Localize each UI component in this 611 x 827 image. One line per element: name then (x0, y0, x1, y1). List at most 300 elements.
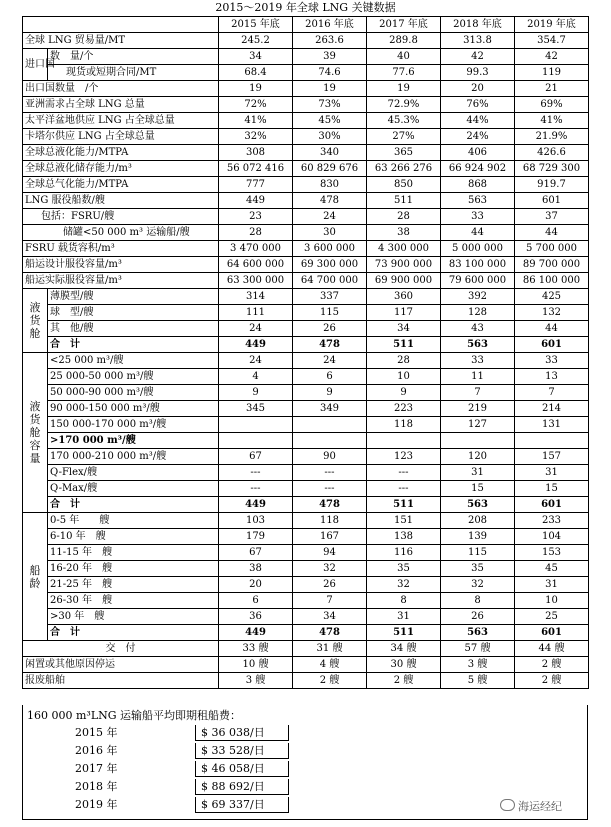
table-row (23, 385, 589, 401)
value-cell: 31 (367, 609, 441, 625)
value-cell: 119 (515, 65, 589, 81)
value-cell: 9 (367, 385, 441, 401)
value-cell: 68 729 300 (515, 161, 589, 177)
value-cell: 777 (219, 177, 293, 193)
value-cell: 45% (293, 113, 367, 129)
value-cell: 73 900 000 (367, 257, 441, 273)
value-cell: 289.8 (367, 33, 441, 49)
value-cell: 42 (515, 49, 589, 65)
value-cell: 34 (367, 321, 441, 337)
row-label: LNG 服役船数/艘 (23, 193, 219, 209)
value-cell: 64 600 000 (219, 257, 293, 273)
value-cell: 44% (441, 113, 515, 129)
value-cell: 13 (515, 369, 589, 385)
table-row (23, 193, 589, 209)
value-cell: 245.2 (219, 33, 293, 49)
value-cell: 19 (367, 81, 441, 97)
table-row (23, 177, 589, 193)
value-cell: 37 (515, 209, 589, 225)
value-cell: 56 072 416 (219, 161, 293, 177)
value-cell: 392 (441, 289, 515, 305)
row-label: 26-30 年 艘 (48, 593, 219, 609)
value-cell: 3 600 000 (293, 241, 367, 257)
table-row (23, 529, 589, 545)
value-cell: 41% (219, 113, 293, 129)
value-cell: 601 (515, 193, 589, 209)
value-cell: 314 (219, 289, 293, 305)
table-row (23, 545, 589, 561)
column-header: 2018 年底 (441, 17, 515, 33)
value-cell: 601 (515, 337, 589, 353)
value-cell (219, 417, 293, 433)
table-body (23, 17, 589, 689)
value-cell: 63 300 000 (219, 273, 293, 289)
value-cell: 11 (441, 369, 515, 385)
row-label: Q-Flex/艘 (48, 465, 219, 481)
value-cell: 45.3% (367, 113, 441, 129)
value-cell: 73% (293, 97, 367, 113)
value-cell: 10 艘 (219, 657, 293, 673)
table-row (23, 65, 589, 81)
row-label: 11-15 年 艘 (48, 545, 219, 561)
table-row (23, 609, 589, 625)
value-cell: 19 (293, 81, 367, 97)
value-cell: 153 (515, 545, 589, 561)
value-cell: 72% (219, 97, 293, 113)
charter-rate-title: 160 000 m³LNG 运输船平均即期租船费： (27, 709, 242, 722)
value-cell: 2 艘 (293, 673, 367, 689)
row-label: 船运实际服役容量/m³ (23, 273, 219, 289)
row-label: 交 付 (23, 641, 219, 657)
column-header: 2017 年底 (367, 17, 441, 33)
row-label: 全球总气化能力/MTPA (23, 177, 219, 193)
row-label: 储罐<50 000 m³ 运输船/艘 (23, 225, 219, 241)
value-cell: 449 (219, 497, 293, 513)
value-cell: 337 (293, 289, 367, 305)
value-cell: 26 (293, 577, 367, 593)
column-header: 2015 年底 (219, 17, 293, 33)
charter-rate-row (23, 761, 587, 777)
value-cell: 32 (293, 561, 367, 577)
row-label: 现货或短期合同/MT (48, 65, 219, 81)
value-cell: 449 (219, 337, 293, 353)
group-label: 液 货 舱 (23, 289, 48, 353)
table-row (23, 209, 589, 225)
value-cell: 511 (367, 497, 441, 513)
row-label: 船运设计服役容量/m³ (23, 257, 219, 273)
table-row (23, 129, 589, 145)
value-cell: 111 (219, 305, 293, 321)
value-cell: 117 (367, 305, 441, 321)
value-cell: 28 (367, 209, 441, 225)
value-cell: 478 (293, 625, 367, 641)
value-cell: 74.6 (293, 65, 367, 81)
column-header: 2019 年底 (515, 17, 589, 33)
value-cell: 179 (219, 529, 293, 545)
value-cell: 349 (293, 401, 367, 417)
value-cell: 31 (441, 465, 515, 481)
value-cell: 28 (367, 353, 441, 369)
value-cell: 6 (219, 593, 293, 609)
row-label: 卡塔尔供应 LNG 占全球总量 (23, 129, 219, 145)
charter-rate-row (23, 743, 587, 759)
value-cell (515, 433, 589, 449)
value-cell: 563 (441, 193, 515, 209)
group-label: 船 龄 (23, 513, 48, 641)
page-title: 2015～2019 年全球 LNG 关键数据 (215, 1, 396, 14)
row-label: >170 000 m³/艘 (48, 433, 219, 449)
table-row (23, 433, 589, 449)
table-row (23, 449, 589, 465)
table-row (23, 305, 589, 321)
table-row (23, 225, 589, 241)
value-cell: 127 (441, 417, 515, 433)
charter-year: 2018 年 (75, 780, 118, 793)
value-cell: 26 (293, 321, 367, 337)
value-cell: 60 829 676 (293, 161, 367, 177)
table-row (23, 241, 589, 257)
value-cell: 103 (219, 513, 293, 529)
header-row (23, 17, 589, 33)
row-label: 全球总液化储存能力/m³ (23, 161, 219, 177)
table-row (23, 673, 589, 689)
value-cell: 5 艘 (441, 673, 515, 689)
row-label: 出口国数量 /个 (23, 81, 219, 97)
row-label: 包括：FSRU/艘 (23, 209, 219, 225)
value-cell: 868 (441, 177, 515, 193)
value-cell: --- (367, 481, 441, 497)
value-cell: 77.6 (367, 65, 441, 81)
row-label: 报废船舶 (23, 673, 219, 689)
column-header: 2016 年底 (293, 17, 367, 33)
value-cell: 601 (515, 497, 589, 513)
value-cell: 15 (515, 481, 589, 497)
value-cell: 426.6 (515, 145, 589, 161)
charter-value: $ 36 038/日 (201, 726, 265, 739)
import-group-label: 进口国 (23, 49, 48, 81)
value-cell: 313.8 (441, 33, 515, 49)
value-cell: 511 (367, 625, 441, 641)
row-label: 亚洲需求占全球 LNG 总量 (23, 97, 219, 113)
value-cell: 23 (219, 209, 293, 225)
value-cell: 26 (441, 609, 515, 625)
group-label: 液 货 舱 容 量 (23, 353, 48, 513)
row-label: Q-Max/艘 (48, 481, 219, 497)
value-cell: 354.7 (515, 33, 589, 49)
value-cell: 7 (515, 385, 589, 401)
value-cell: 19 (219, 81, 293, 97)
value-cell: 72.9% (367, 97, 441, 113)
row-label: 170 000-210 000 m³/艘 (48, 449, 219, 465)
value-cell: 8 (441, 593, 515, 609)
value-cell: 94 (293, 545, 367, 561)
value-cell: 68.4 (219, 65, 293, 81)
value-cell: --- (367, 465, 441, 481)
value-cell: 32 (441, 577, 515, 593)
row-label: <25 000 m³/艘 (48, 353, 219, 369)
value-cell: 139 (441, 529, 515, 545)
row-label: 数 量/个 (48, 49, 219, 65)
row-label: 90 000-150 000 m³/艘 (48, 401, 219, 417)
lng-data-table (22, 16, 589, 689)
total-row (23, 497, 589, 513)
value-cell: 9 (293, 385, 367, 401)
watermark-text: 海运经纪 (518, 800, 562, 813)
row-label: 其 他/艘 (48, 321, 219, 337)
row-label: 薄膜型/艘 (48, 289, 219, 305)
value-cell: 8 (367, 593, 441, 609)
table-row (23, 33, 589, 49)
charter-rate-row (23, 779, 587, 795)
value-cell: 223 (367, 401, 441, 417)
value-cell: 44 (441, 225, 515, 241)
value-cell: 21 (515, 81, 589, 97)
value-cell: 919.7 (515, 177, 589, 193)
row-label: 0-5 年 艘 (48, 513, 219, 529)
value-cell: 7 (441, 385, 515, 401)
value-cell: 24% (441, 129, 515, 145)
value-cell: 32% (219, 129, 293, 145)
table-row (23, 353, 589, 369)
value-cell: 5 000 000 (441, 241, 515, 257)
value-cell: 123 (367, 449, 441, 465)
table-row (23, 161, 589, 177)
value-cell: 30 艘 (367, 657, 441, 673)
value-cell: 69 300 000 (293, 257, 367, 273)
charter-value: $ 33 528/日 (201, 744, 265, 757)
value-cell: 76% (441, 97, 515, 113)
value-cell: 4 艘 (293, 657, 367, 673)
table-row (23, 369, 589, 385)
value-cell: 115 (293, 305, 367, 321)
value-cell: 563 (441, 625, 515, 641)
value-cell: 2 艘 (367, 673, 441, 689)
row-label: >30 年 艘 (48, 609, 219, 625)
value-cell (441, 433, 515, 449)
value-cell: 35 (367, 561, 441, 577)
value-cell: 830 (293, 177, 367, 193)
value-cell: 86 100 000 (515, 273, 589, 289)
value-cell: 89 700 000 (515, 257, 589, 273)
value-cell: 90 (293, 449, 367, 465)
value-cell: 63 266 276 (367, 161, 441, 177)
charter-year: 2019 年 (75, 798, 118, 811)
watermark (500, 798, 562, 814)
value-cell: 263.6 (293, 33, 367, 49)
value-cell: 24 (293, 353, 367, 369)
table-row (23, 145, 589, 161)
value-cell: 478 (293, 497, 367, 513)
total-row (23, 625, 589, 641)
value-cell: 132 (515, 305, 589, 321)
value-cell (367, 433, 441, 449)
value-cell: 157 (515, 449, 589, 465)
value-cell: 3 艘 (219, 673, 293, 689)
value-cell: 128 (441, 305, 515, 321)
value-cell: 9 (219, 385, 293, 401)
value-cell: 31 (515, 465, 589, 481)
value-cell: 83 100 000 (441, 257, 515, 273)
value-cell: 478 (293, 337, 367, 353)
row-label: 6-10 年 艘 (48, 529, 219, 545)
table-row (23, 289, 589, 305)
charter-value: $ 69 337/日 (201, 798, 265, 811)
value-cell: 24 (219, 321, 293, 337)
value-cell (293, 433, 367, 449)
total-label: 合 计 (48, 497, 219, 513)
value-cell: 67 (219, 449, 293, 465)
row-label: 25 000-50 000 m³/艘 (48, 369, 219, 385)
value-cell: 365 (367, 145, 441, 161)
row-label: 全球总液化能力/MTPA (23, 145, 219, 161)
value-cell: 214 (515, 401, 589, 417)
value-cell: 131 (515, 417, 589, 433)
row-label: 50 000-90 000 m³/艘 (48, 385, 219, 401)
table-row (23, 481, 589, 497)
value-cell: 120 (441, 449, 515, 465)
value-cell: 39 (293, 49, 367, 65)
value-cell: 511 (367, 193, 441, 209)
value-cell: 41% (515, 113, 589, 129)
value-cell: 449 (219, 193, 293, 209)
charter-rate-row (23, 725, 587, 741)
value-cell: 27% (367, 129, 441, 145)
row-label: 16-20 年 艘 (48, 561, 219, 577)
value-cell: 45 (515, 561, 589, 577)
charter-value: $ 46 058/日 (201, 762, 265, 775)
value-cell: 10 (515, 593, 589, 609)
value-cell: 33 (441, 353, 515, 369)
value-cell: 115 (441, 545, 515, 561)
value-cell: 360 (367, 289, 441, 305)
value-cell: 30 (293, 225, 367, 241)
value-cell: 563 (441, 497, 515, 513)
row-label: 全球 LNG 贸易量/MT (23, 33, 219, 49)
total-row (23, 337, 589, 353)
value-cell: 138 (367, 529, 441, 545)
table-row (23, 401, 589, 417)
value-cell: 5 700 000 (515, 241, 589, 257)
value-cell: 3 艘 (441, 657, 515, 673)
value-cell: 25 (515, 609, 589, 625)
table-row (23, 561, 589, 577)
value-cell: 33 (441, 209, 515, 225)
value-cell: 21.9% (515, 129, 589, 145)
value-cell: 33 艘 (219, 641, 293, 657)
value-cell: 32 (367, 577, 441, 593)
value-cell: 425 (515, 289, 589, 305)
value-cell: --- (293, 465, 367, 481)
table-row (23, 513, 589, 529)
value-cell: 208 (441, 513, 515, 529)
value-cell: 104 (515, 529, 589, 545)
value-cell: 24 (293, 209, 367, 225)
value-cell: 44 艘 (515, 641, 589, 657)
value-cell: 57 艘 (441, 641, 515, 657)
row-label: 闲置或其他原因停运 (23, 657, 219, 673)
value-cell: 34 (219, 49, 293, 65)
table-row (23, 97, 589, 113)
value-cell: 449 (219, 625, 293, 641)
value-cell: 7 (293, 593, 367, 609)
charter-year: 2015 年 (75, 726, 118, 739)
value-cell: 43 (441, 321, 515, 337)
value-cell: 42 (441, 49, 515, 65)
value-cell: 406 (441, 145, 515, 161)
value-cell: 31 艘 (293, 641, 367, 657)
row-label: FSRU 载货容积/m³ (23, 241, 219, 257)
value-cell: 69% (515, 97, 589, 113)
value-cell: --- (219, 465, 293, 481)
value-cell: 67 (219, 545, 293, 561)
value-cell: 601 (515, 625, 589, 641)
value-cell: 4 300 000 (367, 241, 441, 257)
value-cell: 35 (441, 561, 515, 577)
value-cell: --- (219, 481, 293, 497)
value-cell: 79 600 000 (441, 273, 515, 289)
value-cell: 850 (367, 177, 441, 193)
value-cell: 3 470 000 (219, 241, 293, 257)
total-label: 合 计 (48, 625, 219, 641)
value-cell: 28 (219, 225, 293, 241)
table-row (23, 465, 589, 481)
value-cell: 6 (293, 369, 367, 385)
value-cell: 2 艘 (515, 673, 589, 689)
table-row (23, 81, 589, 97)
value-cell: 20 (441, 81, 515, 97)
value-cell: 99.3 (441, 65, 515, 81)
value-cell: 511 (367, 337, 441, 353)
value-cell: 20 (219, 577, 293, 593)
row-label: 球 型/艘 (48, 305, 219, 321)
value-cell: 44 (515, 321, 589, 337)
value-cell: 69 900 000 (367, 273, 441, 289)
row-label: 150 000-170 000 m³/艘 (48, 417, 219, 433)
value-cell (219, 433, 293, 449)
value-cell: 33 (515, 353, 589, 369)
value-cell: 30% (293, 129, 367, 145)
value-cell: 64 700 000 (293, 273, 367, 289)
value-cell (293, 417, 367, 433)
value-cell: 24 (219, 353, 293, 369)
value-cell: 116 (367, 545, 441, 561)
row-label: 太平洋盆地供应 LNG 占全球总量 (23, 113, 219, 129)
table-row (23, 641, 589, 657)
charter-year: 2017 年 (75, 762, 118, 775)
value-cell: 15 (441, 481, 515, 497)
table-row (23, 49, 589, 65)
header-blank (23, 17, 219, 33)
value-cell: 36 (219, 609, 293, 625)
value-cell: 34 艘 (367, 641, 441, 657)
table-row (23, 273, 589, 289)
value-cell: 10 (367, 369, 441, 385)
value-cell: 478 (293, 193, 367, 209)
table-row (23, 593, 589, 609)
value-cell: 151 (367, 513, 441, 529)
value-cell: 340 (293, 145, 367, 161)
value-cell: --- (293, 481, 367, 497)
value-cell: 219 (441, 401, 515, 417)
value-cell: 167 (293, 529, 367, 545)
value-cell: 34 (293, 609, 367, 625)
value-cell: 563 (441, 337, 515, 353)
charter-year: 2016 年 (75, 744, 118, 757)
value-cell: 2 艘 (515, 657, 589, 673)
table-row (23, 577, 589, 593)
value-cell: 233 (515, 513, 589, 529)
row-label: 21-25 年 艘 (48, 577, 219, 593)
